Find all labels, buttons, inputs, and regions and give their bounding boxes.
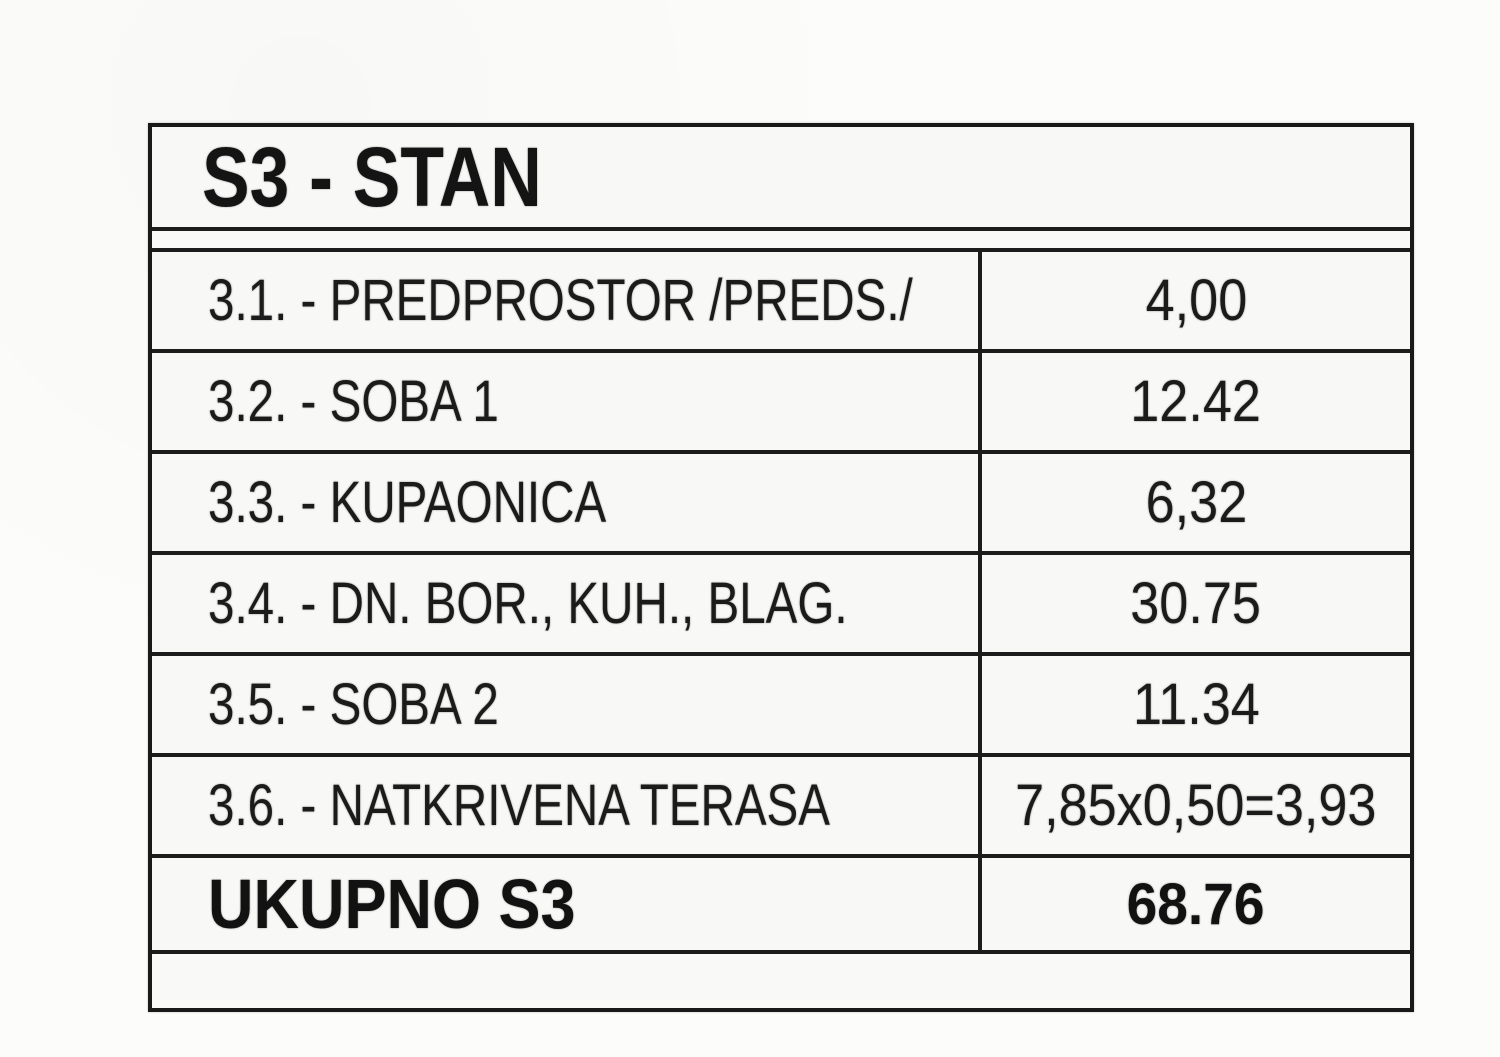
table-row [152,656,1410,757]
table-total-row [152,858,1410,954]
room-label-cell [152,252,982,349]
room-area-value: 11.34 [1132,672,1260,737]
room-label-cell [152,454,982,551]
table-row [152,757,1410,858]
bottom-separator-strip [152,954,1410,1008]
room-label: 3.1. - PREDPROSTOR /PREDS./ [208,268,913,333]
room-area-cell [982,555,1410,652]
table-title-row [152,127,1410,231]
room-label-cell [152,353,982,450]
room-area-value: 30.75 [1130,571,1262,636]
room-area-value: 7,85x0,50=3,93 [1015,773,1377,838]
title-separator-strip [152,231,1410,252]
room-label-cell [152,656,982,753]
apartment-area-table [148,123,1414,1012]
total-area-cell [982,858,1410,950]
room-area-cell [982,757,1410,854]
total-area-value: 68.76 [1127,871,1265,937]
room-label-cell [152,555,982,652]
table-row [152,555,1410,656]
room-area-value: 6,32 [1145,470,1247,535]
room-label-cell [152,757,982,854]
table-row [152,353,1410,454]
table-row [152,454,1410,555]
room-area-cell [982,656,1410,753]
room-area-cell [982,454,1410,551]
room-label: 3.5. - SOBA 2 [208,672,499,737]
room-area-value: 4,00 [1145,268,1247,333]
room-label: 3.4. - DN. BOR., KUH., BLAG. [208,571,848,636]
total-label: UKUPNO S3 [208,865,576,943]
table-row [152,252,1410,353]
room-label: 3.2. - SOBA 1 [208,369,499,434]
total-label-cell [152,858,982,950]
room-area-cell [982,353,1410,450]
room-area-value: 12.42 [1130,369,1262,434]
room-label: 3.6. - NATKRIVENA TERASA [208,773,830,838]
room-label: 3.3. - KUPAONICA [208,470,607,535]
room-area-cell [982,252,1410,349]
table-title: S3 - STAN [202,129,542,224]
